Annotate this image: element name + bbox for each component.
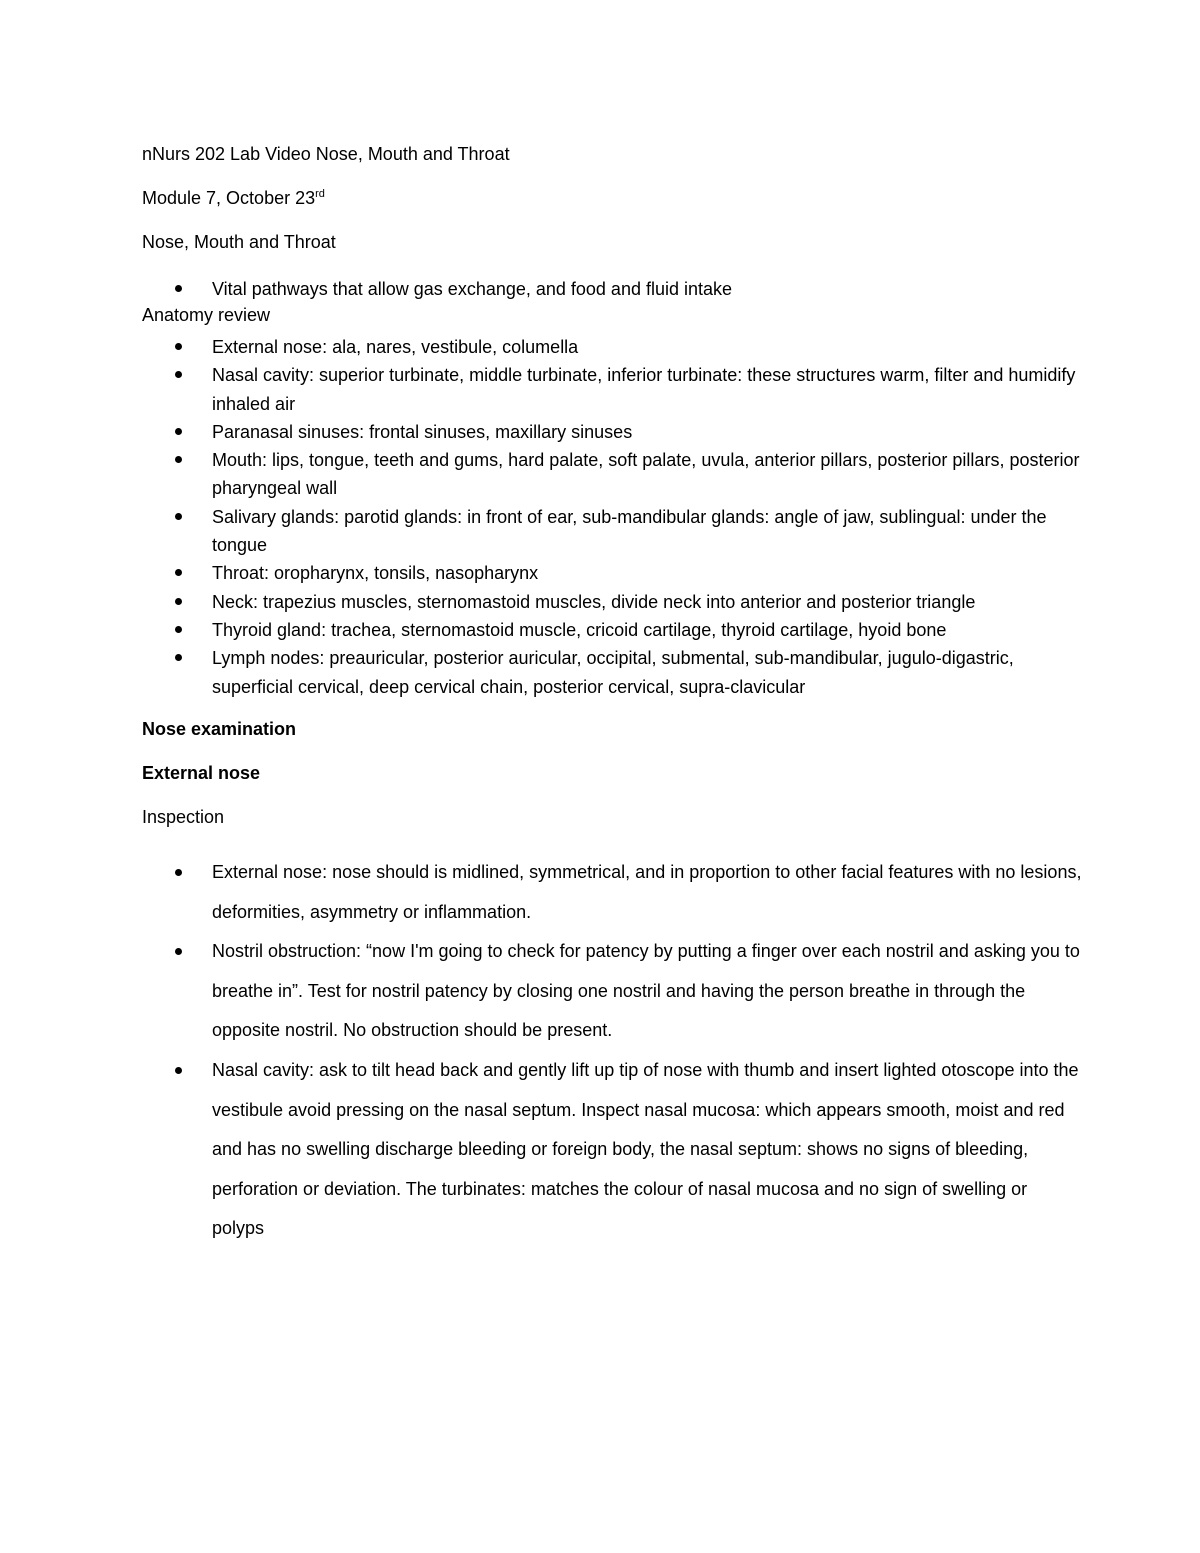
list-item-text: Throat: oropharynx, tonsils, nasopharynx — [212, 563, 539, 584]
list-item — [142, 559, 1082, 587]
list-item-text: External nose: nose should is midlined, symmetrical, and in proportion to other facial features with no lesions, deformities, asymmetry or inflammation. — [212, 862, 1082, 922]
course-title: nNurs 202 Lab Video Nose, Mouth and Throat — [142, 144, 510, 164]
list-item — [142, 418, 1082, 446]
anatomy-list — [0, 333, 1080, 701]
external-nose-heading: External nose — [142, 763, 261, 783]
list-item — [142, 932, 1082, 1051]
list-item-text: External nose: ala, nares, vestibule, columella — [212, 337, 579, 357]
list-item-text: Thyroid gland: trachea, sternomastoid muscle, cricoid cartilage, thyroid cartilage, hyoid bone — [212, 619, 947, 640]
inspection-label: Inspection — [142, 807, 225, 827]
list-item-text: Nostril obstruction: “now I'm going to check for patency by putting a finger over each nostril and asking you to breathe in”. Test for nostril patency by closing one nostril and having the person breathe in through the opposite nostril. No obstruction should be present. — [212, 941, 1080, 1041]
list-item-text: Nasal cavity: ask to tilt head back and gently lift up tip of nose with thumb and insert lighted otoscope into the vestibule avoid pressing on the nasal septum. Inspect nasal mucosa: which appears smooth, moist and red and has no swelling discharge bleeding or foreign body, the nasal septum: shows no signs of bleeding, perforation or deviation. The turbinates: matches the colour of nasal mucosa and no sign of swelling or polyps — [212, 1059, 1079, 1239]
list-item — [142, 503, 1082, 560]
anatomy-heading: Anatomy review — [142, 305, 271, 325]
date-ordinal-suffix: rd — [315, 188, 325, 200]
intro-list — [0, 277, 940, 301]
list-item — [142, 446, 1082, 503]
list-item — [142, 277, 1082, 301]
list-item-text: Paranasal sinuses: frontal sinuses, maxillary sinuses — [212, 421, 633, 442]
list-item — [142, 361, 1082, 418]
topic-heading: Nose, Mouth and Throat — [142, 232, 336, 252]
list-item-text: Mouth: lips, tongue, teeth and gums, hard palate, soft palate, uvula, anterior pillars, posterior pillars, posterior pharyngeal wall — [212, 450, 1080, 499]
list-item — [142, 616, 1082, 644]
list-item — [142, 853, 1082, 932]
module-line — [142, 188, 325, 209]
nose-exam-heading: Nose examination — [142, 719, 297, 739]
list-item-text: Salivary glands: parotid glands: in front of ear, sub-mandibular glands: angle of jaw, sublingual: under the tongue — [212, 506, 1047, 556]
list-item — [142, 588, 1082, 616]
module-date: Module 7, October 23 — [142, 188, 316, 208]
list-item — [142, 1051, 1082, 1249]
list-item — [142, 644, 1082, 701]
list-item-text: Vital pathways that allow gas exchange, and food and fluid intake — [212, 279, 733, 299]
list-item-text: Lymph nodes: preauricular, posterior auricular, occipital, submental, sub-mandibular, jugulo-digastric, superficial cervical, deep cervical chain, posterior cervical, supra-clavicular — [212, 648, 1014, 697]
list-item-text: Nasal cavity: superior turbinate, middle turbinate, inferior turbinate: these structures warm, filter and humidify inhaled air — [212, 365, 1076, 414]
inspection-list — [0, 853, 1082, 1249]
list-item — [142, 333, 1082, 361]
list-item-text: Neck: trapezius muscles, sternomastoid muscles, divide neck into anterior and posterior triangle — [212, 591, 976, 612]
